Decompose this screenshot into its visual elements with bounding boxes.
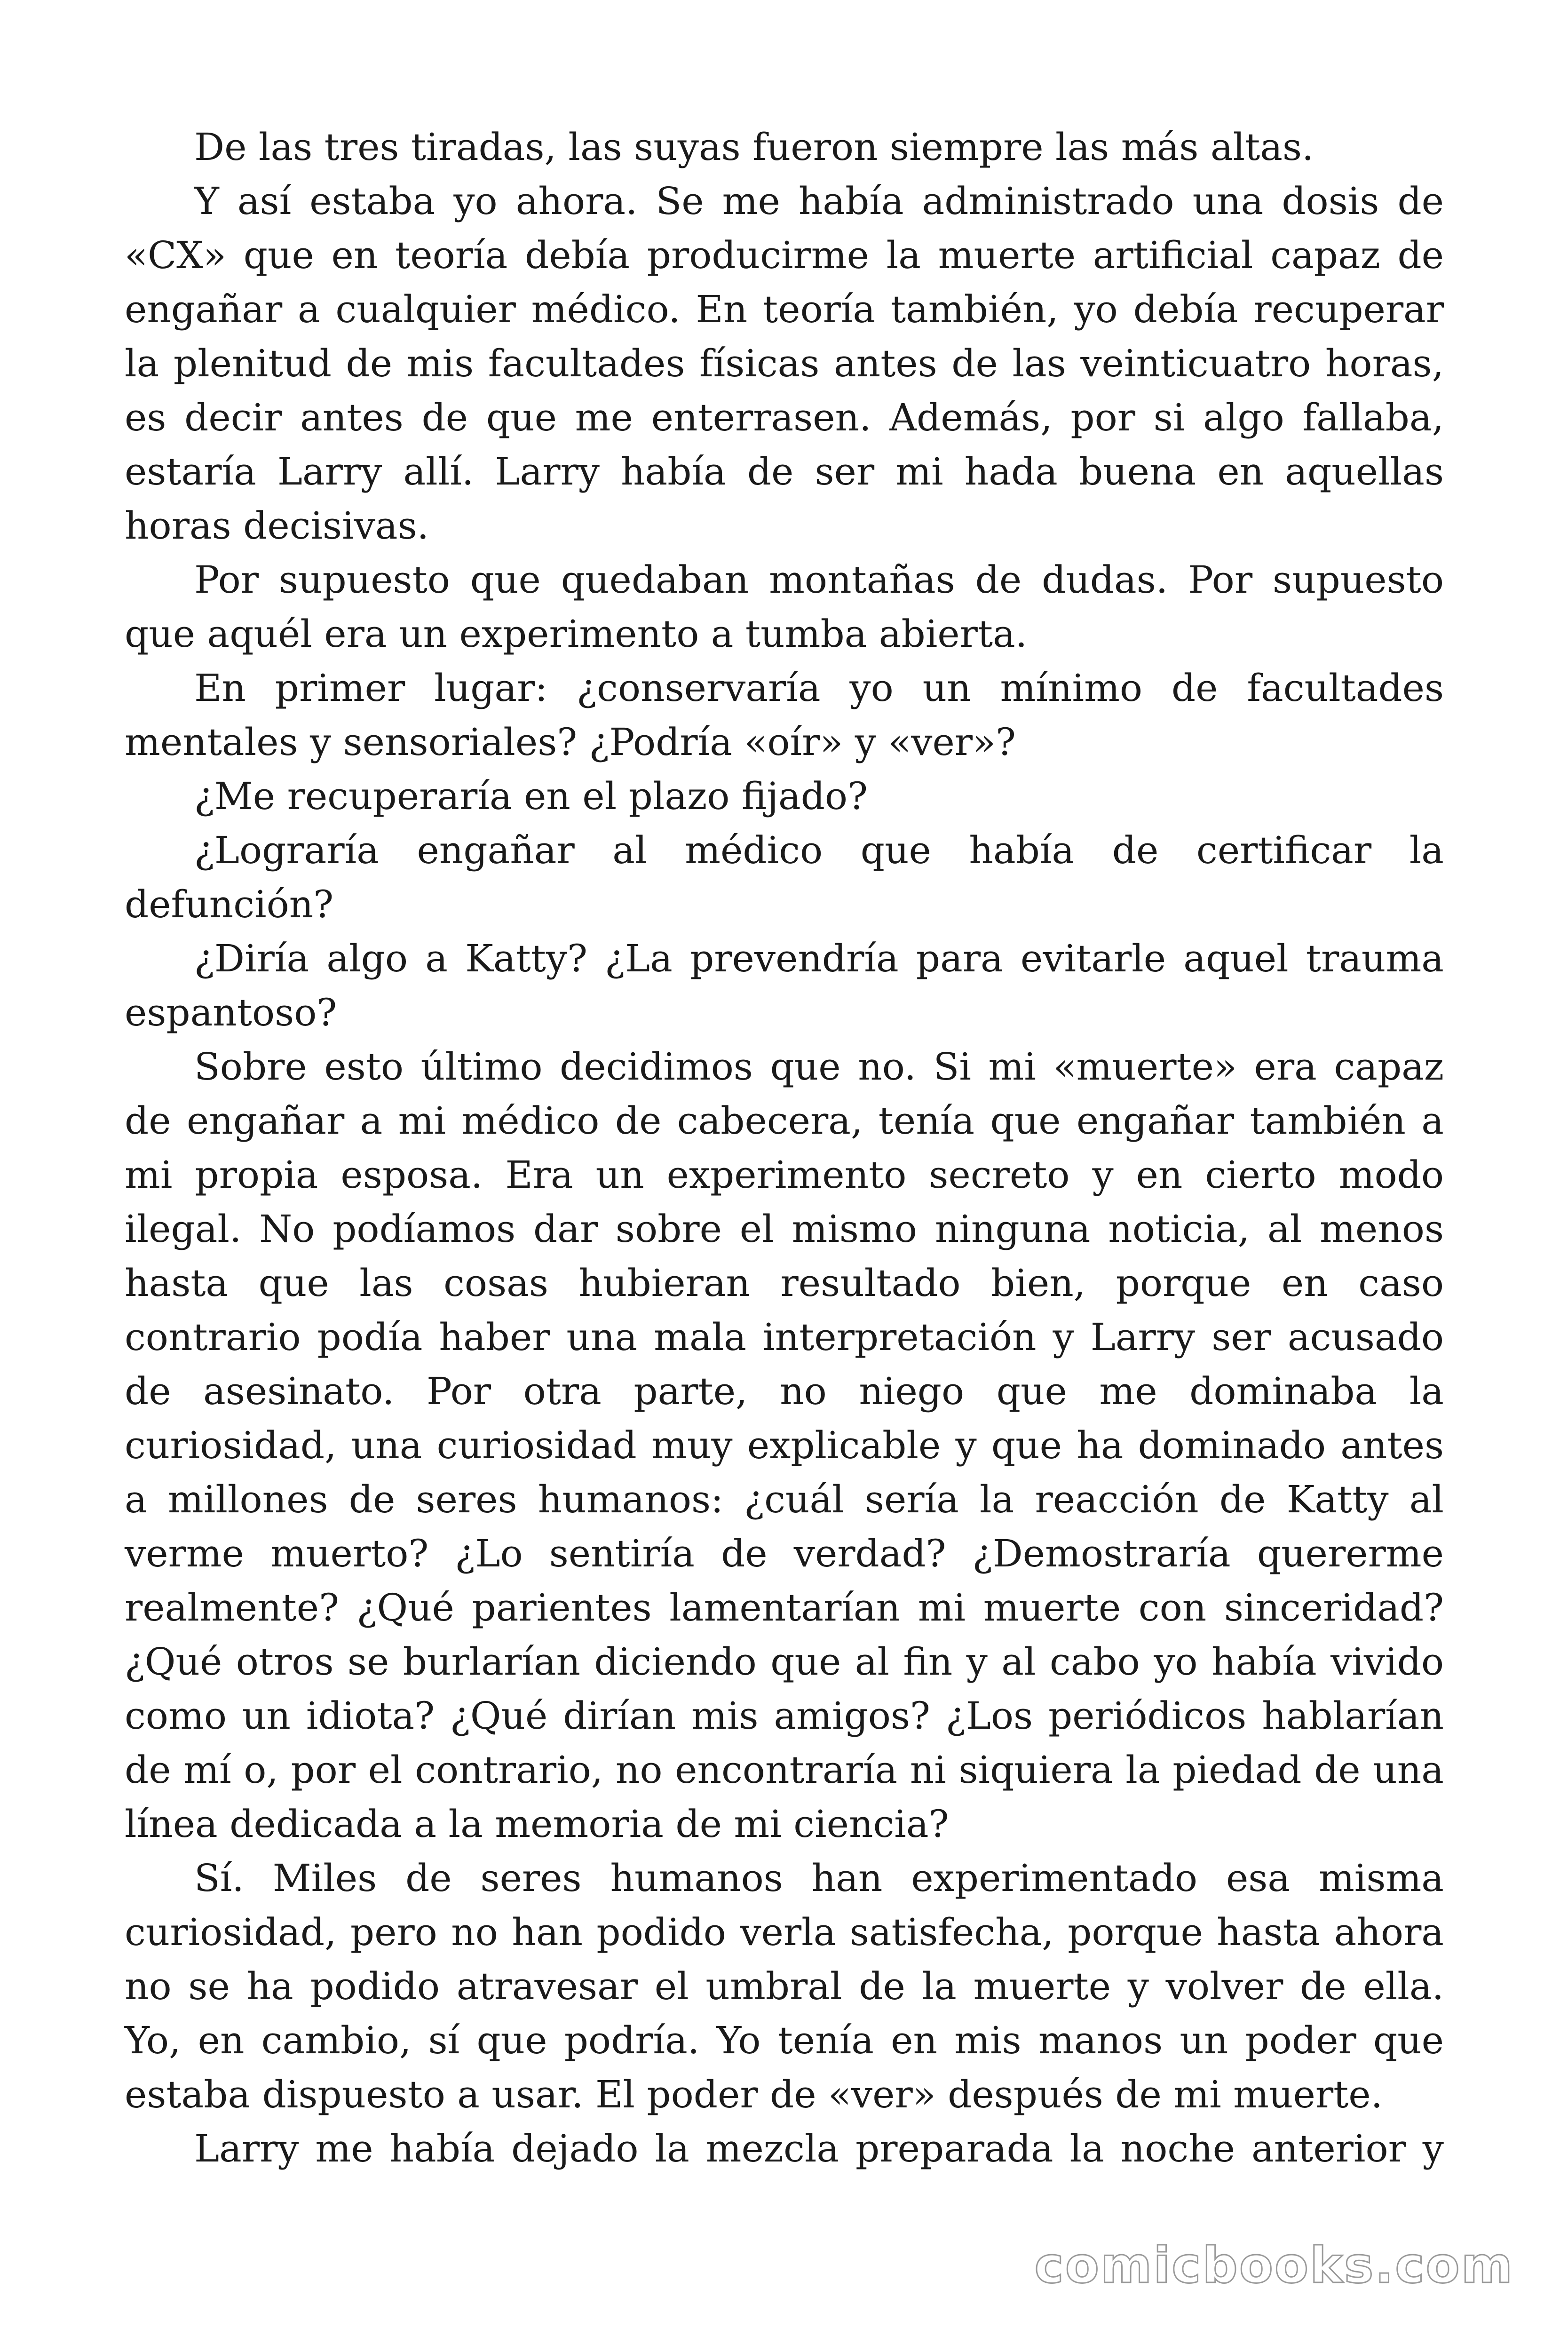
paragraph-1: De las tres tiradas, las suyas fueron siempre las más altas. (194, 125, 1314, 169)
page-body (125, 120, 1444, 2176)
paragraph-3: Por supuesto que quedaban montañas de dudas. Por supuesto que aquél era un experimento a tumba abierta. (125, 558, 1444, 656)
paragraph-6: ¿Lograría engañar al médico que había de certificar la defunción? (125, 828, 1444, 926)
paragraph-5: ¿Me recuperaría en el plazo fijado? (194, 774, 868, 818)
paragraph-4: En primer lugar: ¿conservaría yo un mínimo de facultades mentales y sensoriales? ¿Podría «oír» y «ver»? (125, 666, 1444, 764)
watermark-logo: comicbooks.com (1034, 2237, 1514, 2294)
paragraph-9: Sí. Miles de seres humanos han experimentado esa misma curiosidad, pero no han podido verla satisfecha, porque hasta ahora no se ha podido atravesar el umbral de la muerte y volver de ella. Yo, en cambio, sí que podría. Yo tenía en mis manos un poder que estaba dispuesto a usar. El poder de «ver» después de mi muerte. (125, 1856, 1444, 2116)
paragraph-10: Larry me había dejado la mezcla preparada la noche anterior y (194, 2127, 1444, 2170)
paragraph-2: Y así estaba yo ahora. Se me había administrado una dosis de «CX» que en teoría debía producirme la muerte artificial capaz de engañar a cualquier médico. En teoría también, yo debía recuperar la plenitud de mis facultades físicas antes de las veinticuatro horas, es decir antes de que me enterrasen. Además, por si algo fallaba, estaría Larry allí. Larry había de ser mi hada buena en aquellas horas decisivas. (125, 179, 1444, 548)
paragraph-8: Sobre esto último decidimos que no. Si mi «muerte» era capaz de engañar a mi médico de cabecera, tenía que engañar también a mi propia esposa. Era un experimento secreto y en cierto modo ilegal. No podíamos dar sobre el mismo ninguna noticia, al menos hasta que las cosas hubieran resultado bien, porque en caso contrario podía haber una mala interpretación y Larry ser acusado de asesinato. Por otra parte, no niego que me dominaba la curiosidad, una curiosidad muy explicable y que ha dominado antes a millones de seres humanos: ¿cuál sería la reacción de Katty al verme muerto? ¿Lo sentiría de verdad? ¿Demostraría quererme realmente? ¿Qué parientes lamentarían mi muerte con sinceridad? ¿Qué otros se burlarían diciendo que al fin y al cabo yo había vivido como un idiota? ¿Qué dirían mis amigos? ¿Los periódicos hablarían de mí o, por el contrario, no encontraría ni siquiera la piedad de una línea dedicada a la memoria de mi ciencia? (125, 1045, 1444, 1846)
paragraph-7: ¿Diría algo a Katty? ¿La prevendría para evitarle aquel trauma espantoso? (125, 937, 1444, 1034)
